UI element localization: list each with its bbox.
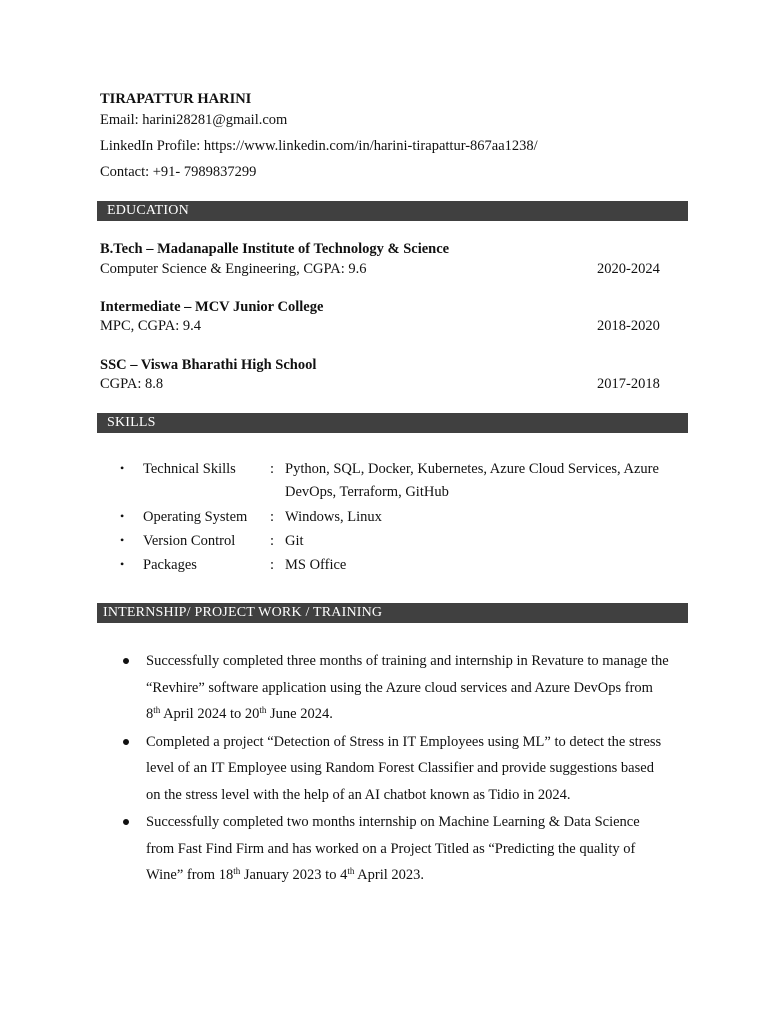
list-item: Completed a project “Detection of Stress in IT Employees using ML” to detect the stress level of an IT Employee using Random Forest Classifier and provide suggestions based on the stress level with the help of an AI chatbot known as Tidio in 2024. [100, 729, 670, 809]
education-years-intermediate: 2018-2020 [597, 318, 660, 334]
skill-separator: : [270, 533, 275, 549]
bullet-icon [123, 658, 129, 664]
education-detail-btech: Computer Science & Engineering, CGPA: 9.6 [100, 261, 367, 277]
list-item: Successfully completed three months of training and internship in Revature to manage the “Revhire” software application using the Azure cloud services and Azure DevOps from 8th April 2024 to 20th June 2024. [100, 648, 670, 728]
skill-key: Packages [143, 557, 197, 573]
candidate-name: TIRAPATTUR HARINI [100, 91, 252, 107]
bullet-icon: • [120, 533, 125, 547]
bullet-icon [123, 819, 129, 825]
skill-key: Version Control [143, 533, 236, 549]
bullet-icon: • [120, 461, 125, 475]
skill-key: Operating System [143, 509, 248, 525]
education-heading: EDUCATION [97, 201, 688, 221]
skill-value: Python, SQL, Docker, Kubernetes, Azure Cloud Services, Azure DevOps, Terraform, GitHub [285, 461, 659, 500]
bullet-icon [123, 739, 129, 745]
education-title-ssc: SSC – Viswa Bharathi High School [100, 357, 317, 373]
bullet-icon: • [120, 509, 125, 523]
bullet-icon: • [120, 557, 125, 571]
linkedin-line: LinkedIn Profile: https://www.linkedin.com/in/harini-tirapattur-867aa1238/ [100, 138, 538, 154]
education-detail-intermediate: MPC, CGPA: 9.4 [100, 318, 202, 334]
list-item: Successfully completed two months internship on Machine Learning & Data Science from Fast Find Firm and has worked on a Project Titled as “Predicting the quality of Wine” from 18th January 2023 to 4th April 2023. [100, 809, 670, 889]
internship-list [100, 648, 670, 890]
education-years-btech: 2020-2024 [597, 261, 660, 277]
education-years-ssc: 2017-2018 [597, 376, 660, 392]
skill-value: Git [285, 533, 304, 549]
email-line: Email: harini28281@gmail.com [100, 112, 288, 128]
skill-value: Windows, Linux [285, 509, 382, 525]
skill-value: MS Office [285, 557, 347, 573]
skills-heading: SKILLS [97, 413, 688, 433]
education-title-btech: B.Tech – Madanapalle Institute of Technology & Science [100, 241, 450, 257]
skill-key: Technical Skills [143, 461, 236, 477]
internship-heading: INTERNSHIP/ PROJECT WORK / TRAINING [97, 603, 688, 623]
education-title-intermediate: Intermediate – MCV Junior College [100, 299, 324, 315]
skill-separator: : [270, 509, 275, 525]
skill-separator: : [270, 461, 275, 477]
education-detail-ssc: CGPA: 8.8 [100, 376, 164, 392]
contact-line: Contact: +91- 7989837299 [100, 164, 257, 180]
skill-separator: : [270, 557, 275, 573]
